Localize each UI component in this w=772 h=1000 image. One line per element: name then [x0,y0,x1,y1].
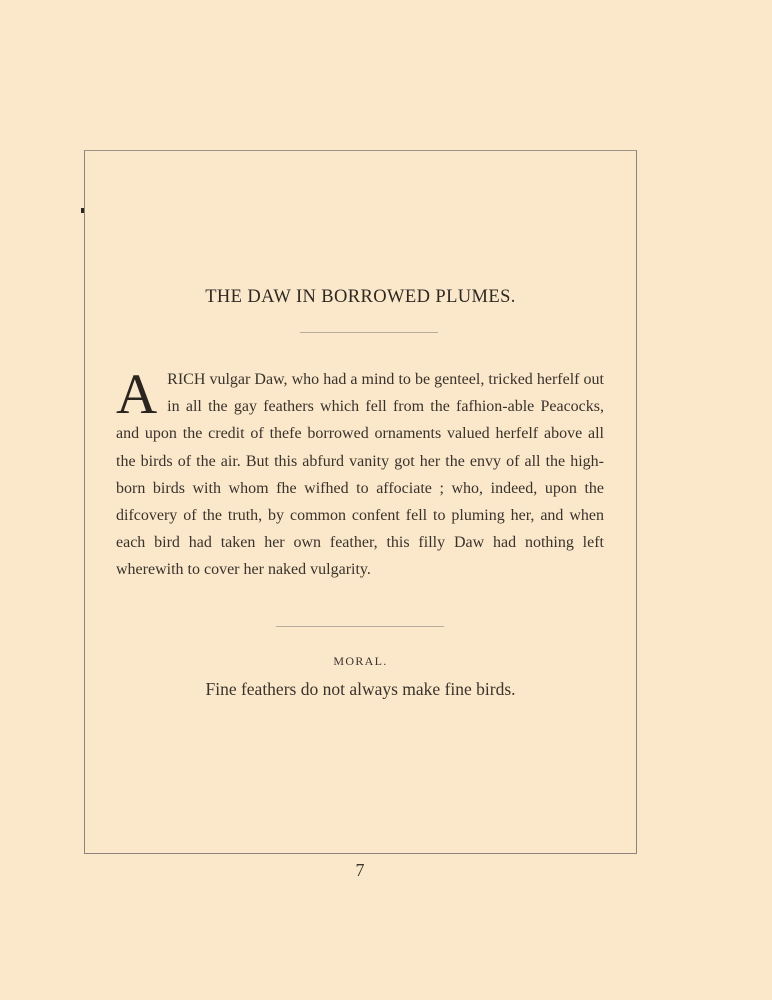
title-divider [300,332,438,333]
moral-heading: MORAL. [333,654,388,668]
fable-body [116,363,604,584]
drop-cap: A [116,363,158,426]
margin-mark [81,208,84,213]
moral-text: Fine feathers do not always make fine birds. [205,679,516,699]
fable-title: THE DAW IN BORROWED PLUMES. [205,287,516,307]
fable-text: RICH vulgar Daw, who had a mind to be genteel, tricked herfelf out in all the gay feathers which fell from the fafhion-able Peacocks, and upon the credit of thefe borrowed ornaments valued herfelf above all the birds of the air. But this abfurd vanity got her the envy of all the high-born birds with whom fhe wifhed to affociate ; who, indeed, upon the difcovery of the truth, by common confent fell to pluming her, and when each bird had taken her own feather, this filly Daw had nothing left wherewith to cover her naked vulgarity. [116,371,604,579]
page-number: 7 [355,860,365,880]
moral-divider [276,626,444,627]
